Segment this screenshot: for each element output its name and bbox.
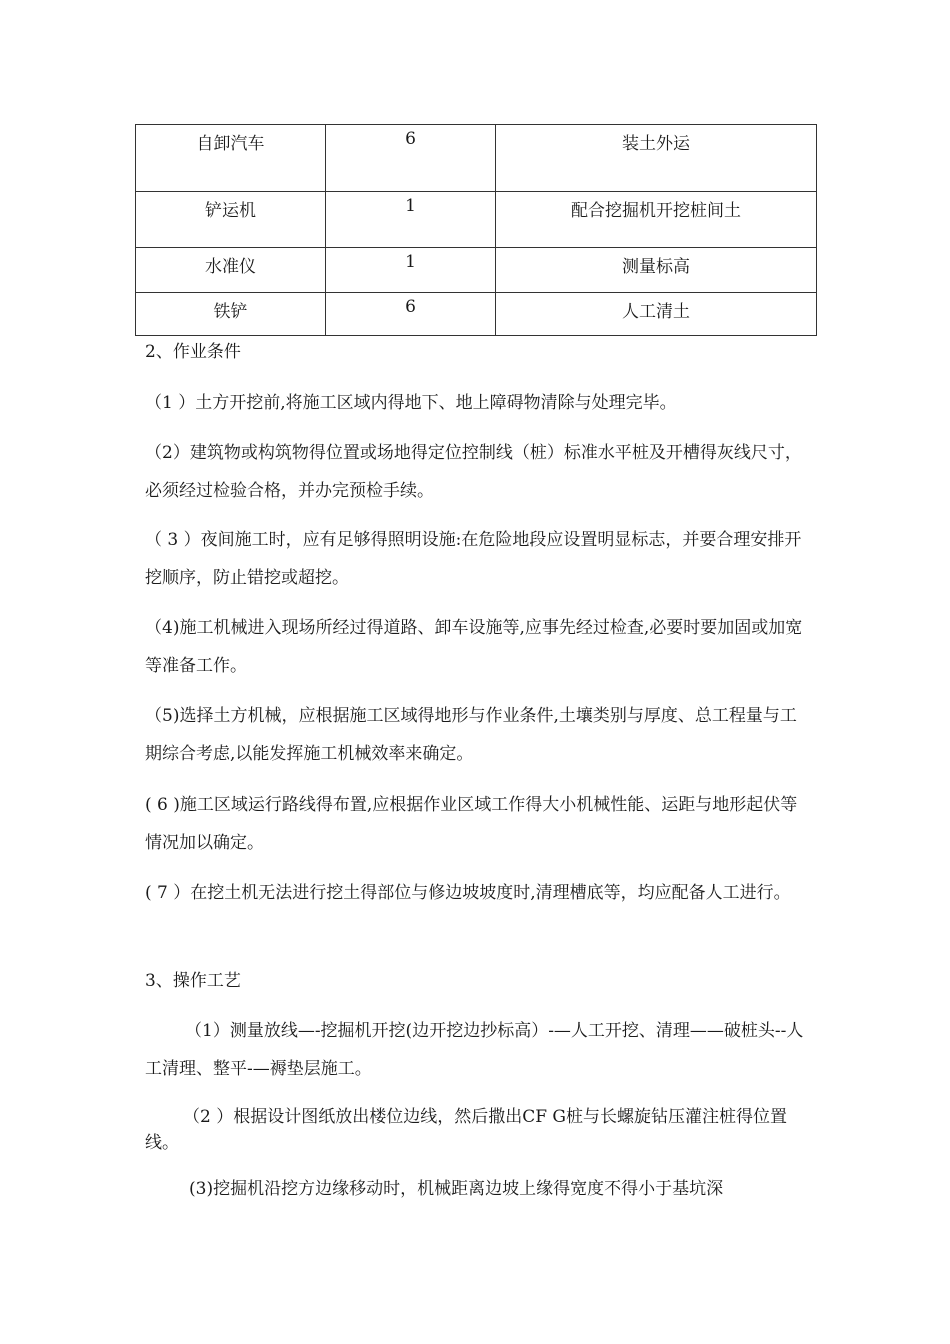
paragraph: （4)施工机械进入现场所经过得道路、卸车设施等,应事先经过检查,必要时要加固或加宽等准备工作。 bbox=[145, 618, 803, 676]
equipment-name-cell: 水准仪 bbox=[136, 248, 326, 293]
table-row bbox=[136, 248, 817, 293]
paragraph: （1 ）土方开挖前,将施工区域内得地下、地上障碍物清除与处理完毕。 bbox=[145, 393, 677, 413]
equipment-table bbox=[135, 124, 817, 336]
paragraph: ( 7 ）在挖土机无法进行挖土得部位与修边坡坡度时,清理槽底等，均应配备人工进行。 bbox=[145, 883, 791, 903]
paragraph: （1）测量放线—-挖掘机开挖(边开挖边抄标高）-—人工开挖、清理——破桩头--人工清理、整平-—褥垫层施工。 bbox=[145, 1021, 804, 1079]
equipment-qty-cell: 6 bbox=[326, 125, 496, 192]
equipment-qty-cell: 1 bbox=[326, 248, 496, 293]
equipment-use-cell: 装土外运 bbox=[496, 125, 817, 192]
table-row bbox=[136, 192, 817, 248]
equipment-use-cell: 配合挖掘机开挖桩间土 bbox=[496, 192, 817, 248]
equipment-qty-cell: 6 bbox=[326, 293, 496, 336]
equipment-use-cell: 测量标高 bbox=[496, 248, 817, 293]
paragraph: (3)挖掘机沿挖方边缘移动时，机械距离边坡上缘得宽度不得小于基坑深 bbox=[189, 1179, 724, 1199]
paragraph: （2 ）根据设计图纸放出楼位边线，然后撒出CF G桩与长螺旋钻压灌注桩得位置线。 bbox=[145, 1107, 788, 1153]
equipment-name-cell: 铲运机 bbox=[136, 192, 326, 248]
table-row bbox=[136, 125, 817, 192]
section-heading-operation-process: 3、操作工艺 bbox=[145, 971, 241, 991]
equipment-name-cell: 自卸汽车 bbox=[136, 125, 326, 192]
paragraph: ( 6 )施工区域运行路线得布置,应根据作业区域工作得大小机械性能、运距与地形起伏等情况加以确定。 bbox=[145, 795, 798, 853]
paragraph: （ 3 ）夜间施工时，应有足够得照明设施:在危险地段应设置明显标志，并要合理安排开挖顺序，防止错挖或超挖。 bbox=[145, 530, 802, 588]
section-heading-work-conditions: 2、作业条件 bbox=[145, 342, 241, 362]
equipment-name-cell: 铁铲 bbox=[136, 293, 326, 336]
table-row bbox=[136, 293, 817, 336]
paragraph: （5)选择土方机械，应根据施工区域得地形与作业条件,土壤类别与厚度、总工程量与工期综合考虑,以能发挥施工机械效率来确定。 bbox=[145, 706, 797, 764]
equipment-use-cell: 人工清土 bbox=[496, 293, 817, 336]
equipment-qty-cell: 1 bbox=[326, 192, 496, 248]
paragraph: （2）建筑物或构筑物得位置或场地得定位控制线（桩）标准水平桩及开槽得灰线尺寸，必须经过检验合格，并办完预检手续。 bbox=[145, 443, 802, 501]
